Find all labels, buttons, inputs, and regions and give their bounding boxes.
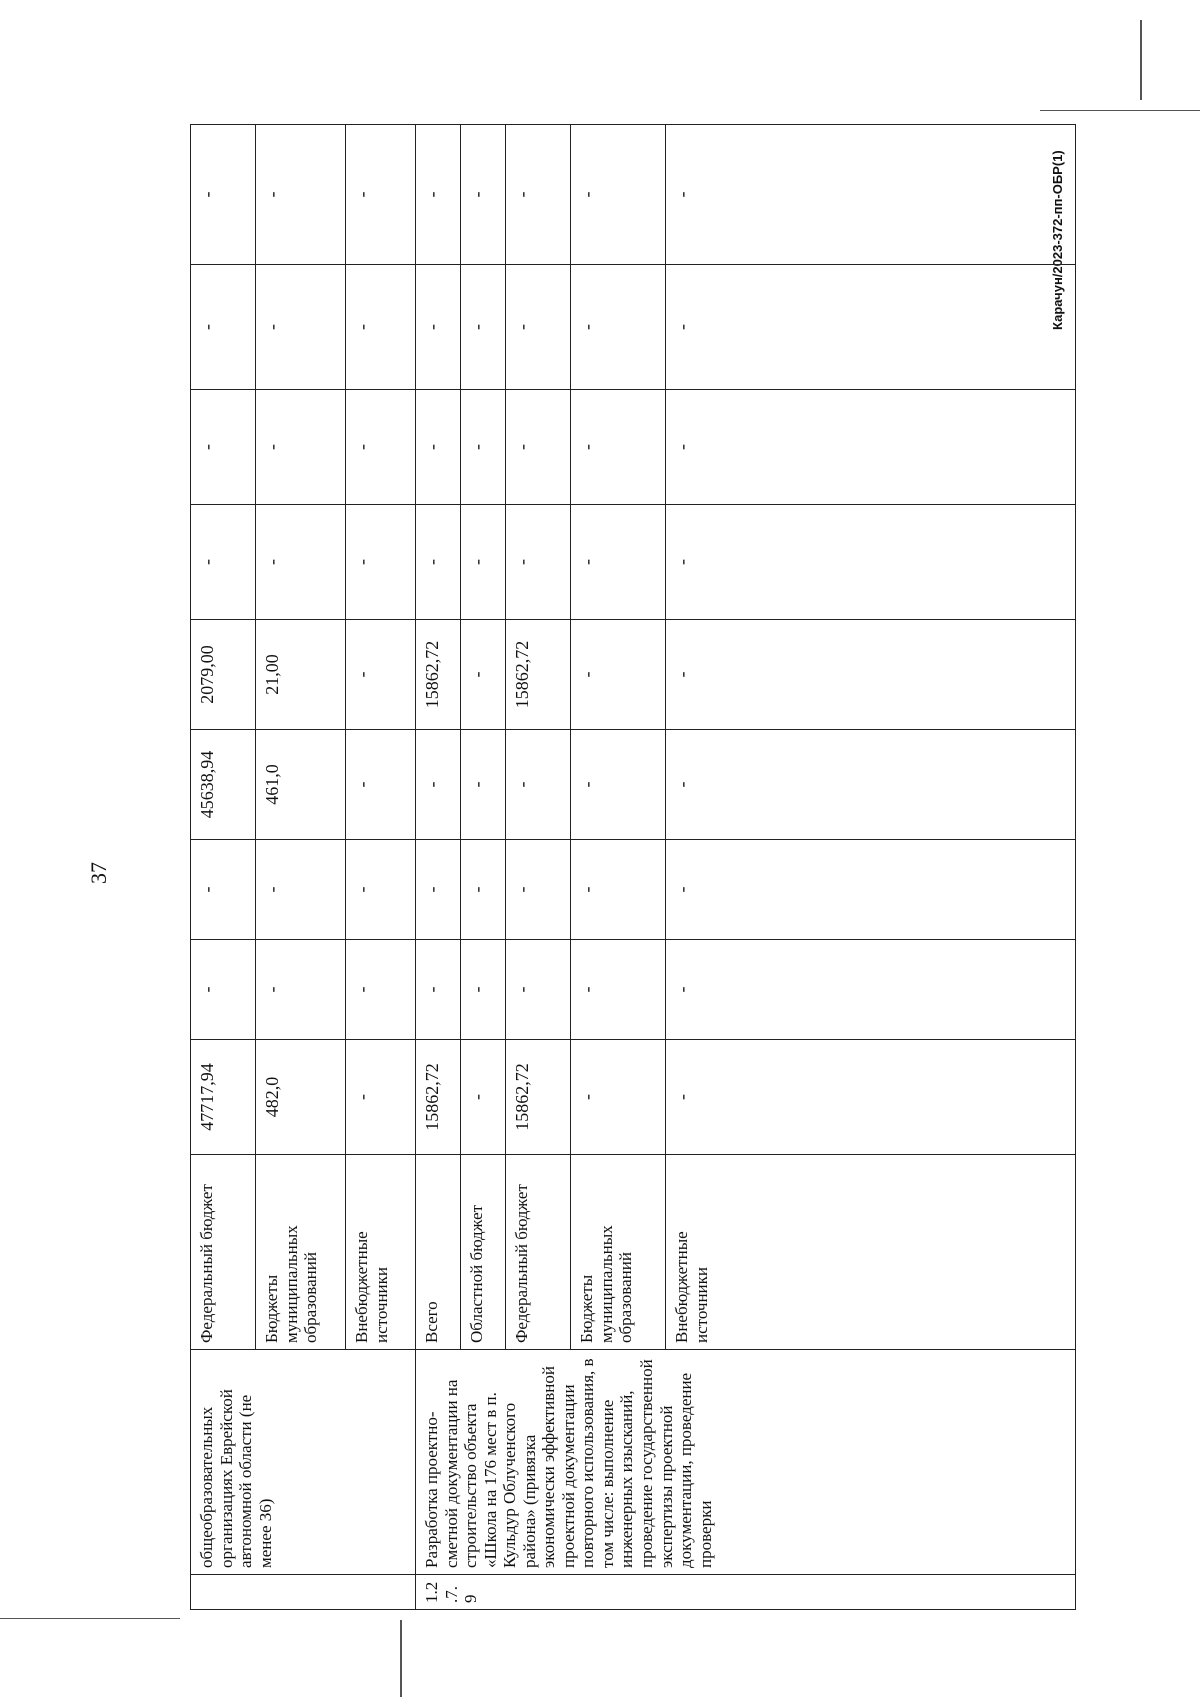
value-cell: - bbox=[666, 840, 1076, 940]
margin-mark-top bbox=[1140, 20, 1142, 100]
value-cell: - bbox=[191, 840, 256, 940]
value-cell: - bbox=[571, 940, 666, 1040]
funding-source: Бюджеты муниципальных образований bbox=[256, 1155, 346, 1350]
funding-source: Внебюджетные источники bbox=[346, 1155, 416, 1350]
margin-mark-bottom bbox=[400, 1620, 402, 1697]
row-name: Разработка проектно-сметной документации на строительство объекта «Школа на 176 мест в п. Кульдур Облученского района» (привязка экономически эффективной проектной документации повторного использования, в том числе: выполнение инженерных изысканий, проведение государственной экспертизы проектной документации, проведение проверки bbox=[416, 1350, 1076, 1575]
value-cell: - bbox=[191, 125, 256, 265]
value-cell: 21,00 bbox=[256, 620, 346, 730]
value-cell: - bbox=[191, 265, 256, 390]
value-cell: - bbox=[461, 390, 506, 505]
value-cell: - bbox=[666, 125, 1076, 265]
margin-mark-bottom-line bbox=[0, 1618, 180, 1619]
row-code bbox=[191, 1575, 416, 1610]
value-cell: - bbox=[346, 840, 416, 940]
funding-source: Бюджеты муниципальных образований bbox=[571, 1155, 666, 1350]
value-cell: - bbox=[191, 940, 256, 1040]
value-cell: - bbox=[416, 505, 461, 620]
document-id: Карачун/2023-372-пп-ОБР(1) bbox=[1050, 150, 1065, 330]
funding-source: Областной бюджет bbox=[461, 1155, 506, 1350]
funding-source: Федеральный бюджет bbox=[506, 1155, 571, 1350]
value-cell: - bbox=[666, 730, 1076, 840]
value-cell: - bbox=[506, 390, 571, 505]
funding-source: Всего bbox=[416, 1155, 461, 1350]
value-cell: - bbox=[506, 125, 571, 265]
value-cell: - bbox=[666, 940, 1076, 1040]
value-cell: - bbox=[506, 265, 571, 390]
value-cell: 45638,94 bbox=[191, 730, 256, 840]
value-cell: - bbox=[571, 1040, 666, 1155]
table-row bbox=[416, 125, 461, 1610]
value-cell: - bbox=[461, 125, 506, 265]
value-cell: - bbox=[666, 265, 1076, 390]
row-code: 1.2.7.9 bbox=[416, 1575, 1076, 1610]
value-cell: - bbox=[461, 730, 506, 840]
value-cell: - bbox=[571, 265, 666, 390]
value-cell: 461,0 bbox=[256, 730, 346, 840]
value-cell: - bbox=[461, 265, 506, 390]
value-cell: - bbox=[506, 730, 571, 840]
value-cell: - bbox=[571, 390, 666, 505]
value-cell: - bbox=[416, 390, 461, 505]
value-cell: 15862,72 bbox=[506, 1040, 571, 1155]
margin-mark-top-line bbox=[1040, 110, 1200, 111]
value-cell: - bbox=[416, 265, 461, 390]
value-cell: 15862,72 bbox=[506, 620, 571, 730]
value-cell: - bbox=[506, 940, 571, 1040]
value-cell: - bbox=[346, 390, 416, 505]
value-cell: - bbox=[256, 940, 346, 1040]
value-cell: - bbox=[571, 840, 666, 940]
budget-table bbox=[190, 124, 1076, 1610]
value-cell: - bbox=[571, 620, 666, 730]
value-cell: - bbox=[256, 840, 346, 940]
value-cell: - bbox=[666, 620, 1076, 730]
value-cell: - bbox=[416, 125, 461, 265]
value-cell: - bbox=[461, 940, 506, 1040]
value-cell: - bbox=[461, 620, 506, 730]
value-cell: - bbox=[256, 125, 346, 265]
value-cell: - bbox=[346, 940, 416, 1040]
value-cell: - bbox=[256, 390, 346, 505]
value-cell: - bbox=[461, 1040, 506, 1155]
value-cell: - bbox=[571, 730, 666, 840]
row-name: общеобразовательных организациях Еврейской автономной области (не менее 36) bbox=[191, 1350, 416, 1575]
value-cell: - bbox=[346, 730, 416, 840]
value-cell: - bbox=[346, 125, 416, 265]
rotated-table-wrapper bbox=[190, 124, 1076, 1610]
value-cell: 47717,94 bbox=[191, 1040, 256, 1155]
value-cell: - bbox=[256, 505, 346, 620]
value-cell: - bbox=[416, 840, 461, 940]
funding-source: Внебюджетные источники bbox=[666, 1155, 1076, 1350]
value-cell: - bbox=[571, 505, 666, 620]
value-cell: - bbox=[571, 125, 666, 265]
table-row bbox=[191, 125, 256, 1610]
value-cell: - bbox=[191, 505, 256, 620]
value-cell: - bbox=[346, 620, 416, 730]
value-cell: - bbox=[666, 1040, 1076, 1155]
value-cell: - bbox=[416, 940, 461, 1040]
value-cell: - bbox=[346, 265, 416, 390]
value-cell: - bbox=[416, 730, 461, 840]
page-number: 37 bbox=[86, 862, 111, 884]
value-cell: - bbox=[666, 505, 1076, 620]
value-cell: - bbox=[346, 1040, 416, 1155]
value-cell: - bbox=[256, 265, 346, 390]
value-cell: 482,0 bbox=[256, 1040, 346, 1155]
value-cell: 2079,00 bbox=[191, 620, 256, 730]
value-cell: - bbox=[666, 390, 1076, 505]
funding-source: Федеральный бюджет bbox=[191, 1155, 256, 1350]
value-cell: 15862,72 bbox=[416, 620, 461, 730]
value-cell: - bbox=[461, 505, 506, 620]
value-cell: - bbox=[461, 840, 506, 940]
value-cell: - bbox=[506, 505, 571, 620]
value-cell: 15862,72 bbox=[416, 1040, 461, 1155]
value-cell: - bbox=[506, 840, 571, 940]
value-cell: - bbox=[346, 505, 416, 620]
value-cell: - bbox=[191, 390, 256, 505]
